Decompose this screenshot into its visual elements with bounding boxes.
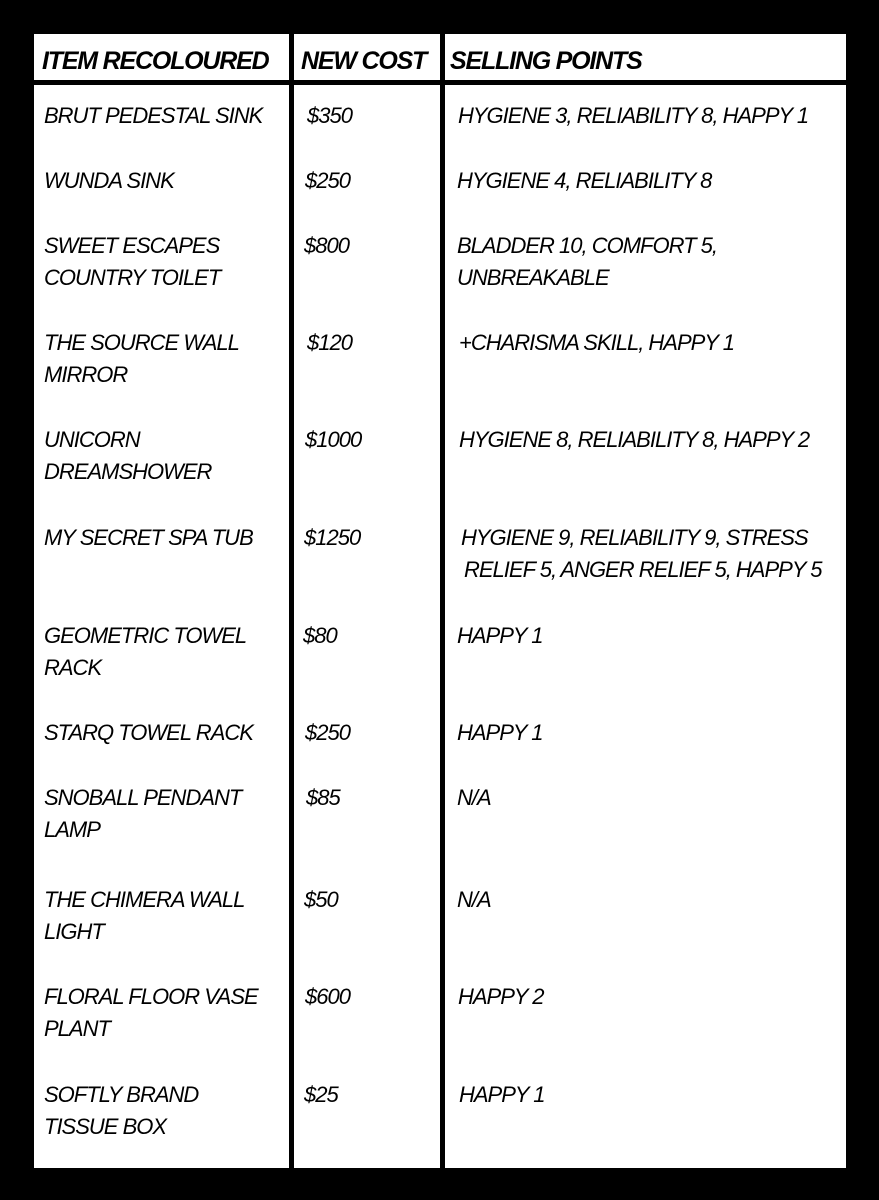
item-cell [44, 424, 211, 488]
item-line: BRUT PEDESTAL SINK [44, 103, 263, 128]
cost-cell: $50 [304, 887, 338, 912]
items-table [34, 34, 846, 1168]
cost-cell: $1000 [305, 427, 362, 452]
item-line: THE CHIMERA WALL [44, 887, 245, 912]
item-cell [44, 782, 241, 846]
selling-line: N/A [457, 887, 491, 912]
selling-cell [457, 230, 717, 294]
item-line: MY SECRET SPA TUB [44, 525, 253, 550]
selling-cell [459, 327, 734, 359]
cost-cell: $85 [306, 785, 340, 810]
selling-line: RELIEF 5, ANGER RELIEF 5, HAPPY 5 [464, 557, 822, 582]
selling-line: N/A [457, 785, 491, 810]
item-cell [44, 100, 262, 132]
selling-cell [459, 424, 809, 456]
item-cell [44, 981, 258, 1045]
cost-cell: $600 [305, 984, 350, 1009]
item-line: THE SOURCE WALL [44, 330, 239, 355]
cost-cell: $80 [303, 623, 337, 648]
item-line: GEOMETRIC TOWEL [44, 623, 247, 648]
header-item-recoloured: ITEM RECOLOURED [42, 47, 269, 75]
item-cell [44, 1079, 198, 1143]
item-line: WUNDA SINK [44, 168, 174, 193]
cost-cell: $800 [304, 233, 349, 258]
item-cell [44, 717, 253, 749]
selling-line: HYGIENE 8, RELIABILITY 8, HAPPY 2 [459, 427, 810, 452]
item-line: LIGHT [44, 919, 104, 944]
selling-cell [458, 100, 808, 132]
item-cell [44, 620, 246, 684]
item-line: STARQ TOWEL RACK [44, 720, 253, 745]
item-cell [44, 884, 244, 948]
selling-line: HAPPY 1 [457, 623, 543, 648]
selling-cell [459, 1079, 545, 1111]
selling-line: HAPPY 2 [458, 984, 544, 1009]
cost-cell: $250 [305, 720, 350, 745]
item-cell [44, 327, 239, 391]
selling-line: BLADDER 10, COMFORT 5, [457, 233, 717, 258]
item-line: MIRROR [44, 362, 128, 387]
item-line: UNICORN [44, 427, 140, 452]
selling-cell [457, 620, 543, 652]
header-selling-points: SELLING POINTS [450, 47, 642, 75]
item-line: TISSUE BOX [44, 1114, 167, 1139]
selling-cell [457, 165, 711, 197]
item-line: LAMP [44, 817, 100, 842]
selling-cell [457, 717, 543, 749]
cost-cell: $120 [307, 330, 352, 355]
selling-line: +CHARISMA SKILL, HAPPY 1 [459, 330, 734, 355]
item-cell [44, 230, 220, 294]
cost-cell: $25 [304, 1082, 338, 1107]
header-new-cost: NEW COST [301, 47, 427, 75]
column-divider-2 [440, 34, 445, 1168]
item-line: SWEET ESCAPES [44, 233, 220, 258]
selling-cell [457, 782, 491, 814]
item-line: SNOBALL PENDANT [44, 785, 242, 810]
item-line: COUNTRY TOILET [44, 265, 221, 290]
column-divider-1 [289, 34, 294, 1168]
selling-cell [461, 522, 821, 586]
item-cell [44, 165, 174, 197]
cost-cell: $1250 [304, 525, 361, 550]
selling-cell [458, 981, 544, 1013]
item-line: PLANT [44, 1016, 110, 1041]
selling-line: HAPPY 1 [457, 720, 543, 745]
item-line: RACK [44, 655, 102, 680]
selling-line: HAPPY 1 [459, 1082, 545, 1107]
selling-cell [457, 884, 491, 916]
selling-line: HYGIENE 9, RELIABILITY 9, STRESS [461, 525, 808, 550]
item-line: FLORAL FLOOR VASE [44, 984, 258, 1009]
selling-line: UNBREAKABLE [457, 265, 609, 290]
cost-cell: $250 [305, 168, 350, 193]
selling-line: HYGIENE 3, RELIABILITY 8, HAPPY 1 [458, 103, 809, 128]
item-line: DREAMSHOWER [44, 459, 212, 484]
item-line: SOFTLY BRAND [44, 1082, 199, 1107]
selling-line: HYGIENE 4, RELIABILITY 8 [457, 168, 712, 193]
item-cell [44, 522, 253, 554]
cost-cell: $350 [307, 103, 352, 128]
